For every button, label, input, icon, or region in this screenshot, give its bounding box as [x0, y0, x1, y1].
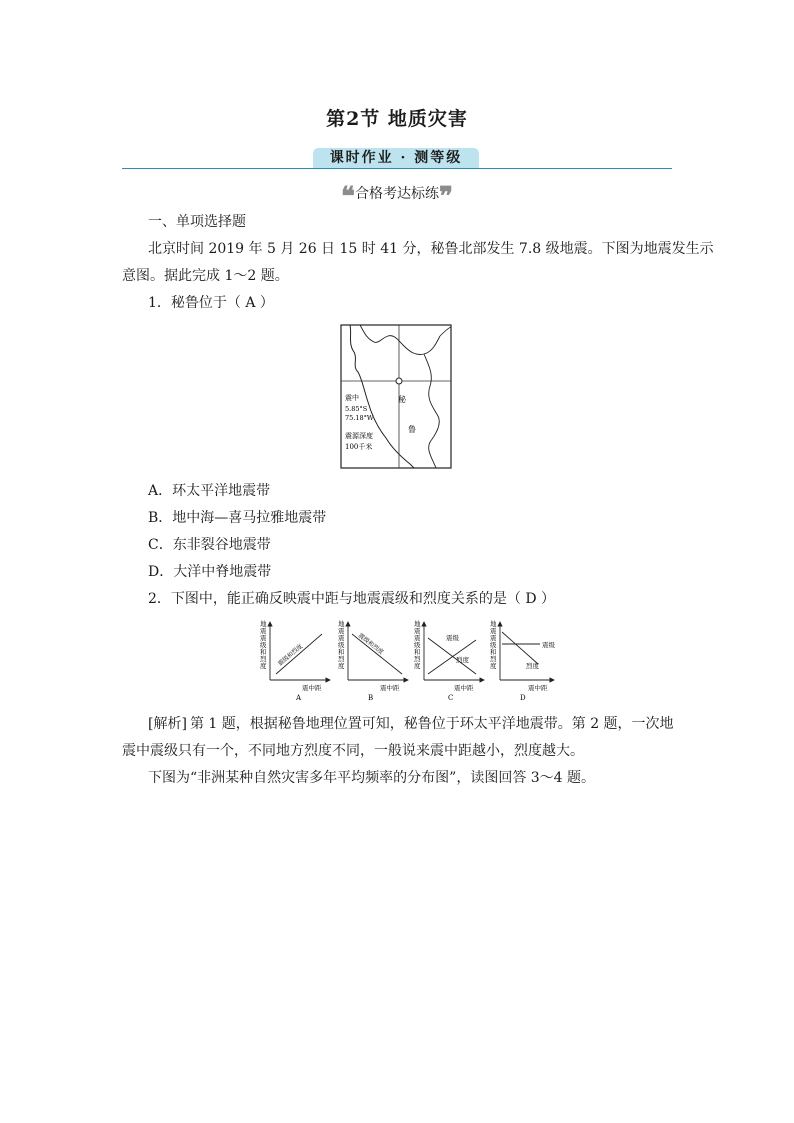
question-2-stem: 2．下图中，能正确反映震中距与地震震级和烈度关系的是（ D ） [148, 591, 556, 607]
option-a: A．环太平洋地震带 [148, 483, 271, 499]
diagram-d-ylabel: 地震震级和烈度 [490, 620, 497, 670]
analysis-line-1: [解析] 第 1 题，根据秘鲁地理位置可知，秘鲁位于环太平洋地震带。第 2 题，一次地 [148, 716, 674, 732]
analysis-tag: [解析] [148, 716, 187, 732]
diagram-b [338, 619, 408, 702]
diagram-a-line-label: 震级和烈度 [276, 642, 305, 668]
magnitude-intensity-diagrams [258, 618, 558, 704]
depth-value: 100千米 [345, 443, 373, 451]
diagram-d-label-1: 震级 [542, 641, 555, 649]
homework-badge: 课时作业 · 测等级 [313, 148, 479, 168]
diagram-a-ylabel: 地震震级和烈度 [260, 620, 267, 670]
diagram-c-ylabel: 地震震级和烈度 [414, 620, 421, 670]
diagram-d-letter: D [520, 694, 526, 702]
diagram-d-label-2: 烈度 [526, 662, 539, 670]
epicenter-label: 震中 [345, 394, 359, 402]
close-quote-icon: ❞ [439, 182, 453, 212]
diagram-d-xlabel: 震中距 [528, 684, 548, 692]
peru-earthquake-map [340, 324, 452, 470]
diagram-c-xlabel: 震中距 [454, 684, 474, 692]
header-divider [122, 168, 672, 169]
intro-line-2: 意图。据此完成 1～2 题。 [122, 268, 289, 284]
option-d: D．大洋中脊地震带 [148, 564, 272, 580]
diagram-d [490, 619, 556, 702]
diagram-a-xlabel: 震中距 [302, 684, 322, 692]
diagram-b-line-label: 震级和烈度 [356, 632, 385, 657]
diagram-a [260, 619, 330, 702]
intro-line-1: 北京时间 2019 年 5 月 26 日 15 时 41 分，秘鲁北部发生 7.8 级地震。下图为地震发生示 [148, 241, 714, 257]
option-b: B．地中海—喜马拉雅地震带 [148, 510, 327, 526]
epicenter-latitude: 5.85°S [345, 405, 368, 413]
epicenter-longitude: 75.18°W [345, 414, 374, 422]
option-c: C．东非裂谷地震带 [148, 537, 271, 553]
section-title: ❝合格考达标练❞ [341, 182, 453, 212]
diagram-a-letter: A [296, 694, 302, 702]
diagram-c-letter: C [448, 694, 454, 702]
country-label-2: 鲁 [408, 425, 416, 434]
diagram-a-line [276, 634, 322, 674]
diagram-c-label-2: 烈度 [456, 656, 469, 664]
diagram-c-label-1: 震级 [446, 634, 459, 642]
diagram-b-line [352, 634, 402, 674]
part-heading: 一、单项选择题 [148, 214, 246, 230]
diagram-b-letter: B [368, 694, 374, 702]
diagram-b-xlabel: 震中距 [380, 684, 400, 692]
open-quote-icon: ❝ [341, 182, 355, 212]
country-label-1: 秘 [398, 395, 406, 404]
question-1-stem: 1．秘鲁位于（ A ） [148, 295, 274, 311]
page-title: 第2节 地质灾害 [326, 108, 468, 130]
depth-label: 震源深度 [345, 432, 373, 440]
diagram-c [414, 619, 484, 702]
diagram-d-line-2 [502, 632, 538, 664]
analysis-line-2: 震中震级只有一个，不同地方烈度不同，一般说来震中距越小，烈度越大。 [122, 743, 584, 759]
next-intro: 下图为“非洲某种自然灾害多年平均频率的分布图”，读图回答 3～4 题。 [148, 770, 596, 786]
diagram-b-ylabel: 地震震级和烈度 [338, 620, 345, 670]
